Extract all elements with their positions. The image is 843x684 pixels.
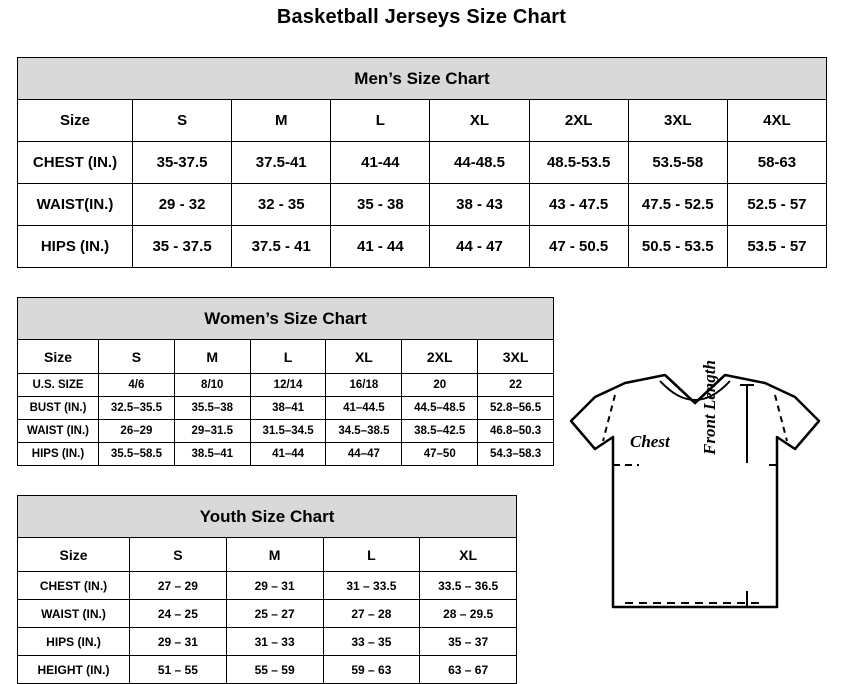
table-cell: 20 (402, 374, 478, 397)
row-label: CHEST (IN.) (18, 142, 133, 184)
table-cell: 47–50 (402, 443, 478, 466)
table-cell: 29 – 31 (130, 628, 227, 656)
column-header: M (174, 340, 250, 374)
table-cell: 33.5 – 36.5 (420, 572, 517, 600)
row-label: BUST (IN.) (18, 397, 99, 420)
page-title: Basketball Jerseys Size Chart (276, 6, 567, 28)
column-header: L (331, 100, 430, 142)
table-cell: 26–29 (99, 420, 175, 443)
column-header: Size (18, 100, 133, 142)
table-row (18, 656, 517, 684)
table-row (18, 142, 827, 184)
table-cell: 29 - 32 (133, 184, 232, 226)
table-cell: 37.5-41 (232, 142, 331, 184)
table-cell: 38.5–41 (174, 443, 250, 466)
table-cell: 44 - 47 (430, 226, 529, 268)
table-cell: 31 – 33.5 (323, 572, 420, 600)
table-row (18, 572, 517, 600)
table-cell: 35.5–38 (174, 397, 250, 420)
table-cell: 31.5–34.5 (250, 420, 326, 443)
table-cell: 37.5 - 41 (232, 226, 331, 268)
table-cell: 22 (478, 374, 554, 397)
mens-chart-caption: Men’s Size Chart (18, 58, 827, 100)
column-header: L (250, 340, 326, 374)
row-label: WAIST(IN.) (18, 184, 133, 226)
column-header: 3XL (628, 100, 727, 142)
table-cell: 28 – 29.5 (420, 600, 517, 628)
table-cell: 52.8–56.5 (478, 397, 554, 420)
table-cell: 35.5–58.5 (99, 443, 175, 466)
table-header-row (18, 340, 554, 374)
table-cell: 32.5–35.5 (99, 397, 175, 420)
column-header: 2XL (402, 340, 478, 374)
column-header: S (130, 538, 227, 572)
youth-size-chart-table (17, 495, 517, 684)
table-cell: 35 - 38 (331, 184, 430, 226)
column-header: S (133, 100, 232, 142)
column-header: XL (430, 100, 529, 142)
row-label: WAIST (IN.) (18, 420, 99, 443)
table-cell: 24 – 25 (130, 600, 227, 628)
table-cell: 52.5 - 57 (727, 184, 826, 226)
column-header: 3XL (478, 340, 554, 374)
table-row (18, 397, 554, 420)
womens-chart-caption: Women’s Size Chart (18, 298, 554, 340)
table-cell: 29 – 31 (226, 572, 323, 600)
table-cell: 27 – 28 (323, 600, 420, 628)
table-cell: 8/10 (174, 374, 250, 397)
table-cell: 63 – 67 (420, 656, 517, 684)
table-cell: 44.5–48.5 (402, 397, 478, 420)
row-label: HIPS (IN.) (18, 226, 133, 268)
table-cell: 50.5 - 53.5 (628, 226, 727, 268)
table-cell: 4/6 (99, 374, 175, 397)
table-row (18, 184, 827, 226)
table-cell: 27 – 29 (130, 572, 227, 600)
table-cell: 16/18 (326, 374, 402, 397)
column-header: XL (420, 538, 517, 572)
table-cell: 41-44 (331, 142, 430, 184)
table-cell: 44-48.5 (430, 142, 529, 184)
table-cell: 48.5-53.5 (529, 142, 628, 184)
table-cell: 53.5-58 (628, 142, 727, 184)
table-row (18, 443, 554, 466)
womens-size-chart-table (17, 297, 554, 466)
row-label: HIPS (IN.) (18, 443, 99, 466)
chest-label-backdrop (639, 451, 731, 479)
table-cell: 41 - 44 (331, 226, 430, 268)
table-cell: 54.3–58.3 (478, 443, 554, 466)
row-label: U.S. SIZE (18, 374, 99, 397)
column-header: 4XL (727, 100, 826, 142)
table-cell: 59 – 63 (323, 656, 420, 684)
table-caption-row (18, 58, 827, 100)
table-cell: 43 - 47.5 (529, 184, 628, 226)
table-cell: 33 – 35 (323, 628, 420, 656)
mens-size-chart-table (17, 57, 827, 268)
table-cell: 29–31.5 (174, 420, 250, 443)
column-header: M (232, 100, 331, 142)
table-row (18, 226, 827, 268)
row-label: HIPS (IN.) (18, 628, 130, 656)
table-cell: 31 – 33 (226, 628, 323, 656)
table-cell: 44–47 (326, 443, 402, 466)
column-header: XL (326, 340, 402, 374)
table-cell: 46.8–50.3 (478, 420, 554, 443)
table-row (18, 420, 554, 443)
table-cell: 35 – 37 (420, 628, 517, 656)
table-cell: 55 – 59 (226, 656, 323, 684)
column-header: S (99, 340, 175, 374)
jersey-diagram (555, 345, 835, 665)
table-cell: 35-37.5 (133, 142, 232, 184)
youth-chart-caption: Youth Size Chart (18, 496, 517, 538)
table-cell: 38.5–42.5 (402, 420, 478, 443)
table-cell: 58-63 (727, 142, 826, 184)
table-cell: 32 - 35 (232, 184, 331, 226)
row-label: CHEST (IN.) (18, 572, 130, 600)
column-header: L (323, 538, 420, 572)
table-cell: 38 - 43 (430, 184, 529, 226)
table-row (18, 600, 517, 628)
table-cell: 47.5 - 52.5 (628, 184, 727, 226)
column-header: Size (18, 340, 99, 374)
row-label: WAIST (IN.) (18, 600, 130, 628)
table-cell: 53.5 - 57 (727, 226, 826, 268)
table-row (18, 628, 517, 656)
front-length-label-backdrop (730, 463, 764, 591)
column-header: M (226, 538, 323, 572)
table-header-row (18, 538, 517, 572)
table-cell: 35 - 37.5 (133, 226, 232, 268)
table-cell: 51 – 55 (130, 656, 227, 684)
chest-label: Chest (630, 432, 670, 451)
table-cell: 41–44 (250, 443, 326, 466)
table-cell: 34.5–38.5 (326, 420, 402, 443)
jersey-outline (571, 375, 819, 607)
row-label: HEIGHT (IN.) (18, 656, 130, 684)
front-length-label: Front Length (700, 360, 719, 455)
table-caption-row (18, 298, 554, 340)
table-cell: 47 - 50.5 (529, 226, 628, 268)
column-header: 2XL (529, 100, 628, 142)
table-cell: 41–44.5 (326, 397, 402, 420)
column-header: Size (18, 538, 130, 572)
table-cell: 38–41 (250, 397, 326, 420)
table-header-row (18, 100, 827, 142)
table-row (18, 374, 554, 397)
table-caption-row (18, 496, 517, 538)
table-cell: 25 – 27 (226, 600, 323, 628)
table-cell: 12/14 (250, 374, 326, 397)
